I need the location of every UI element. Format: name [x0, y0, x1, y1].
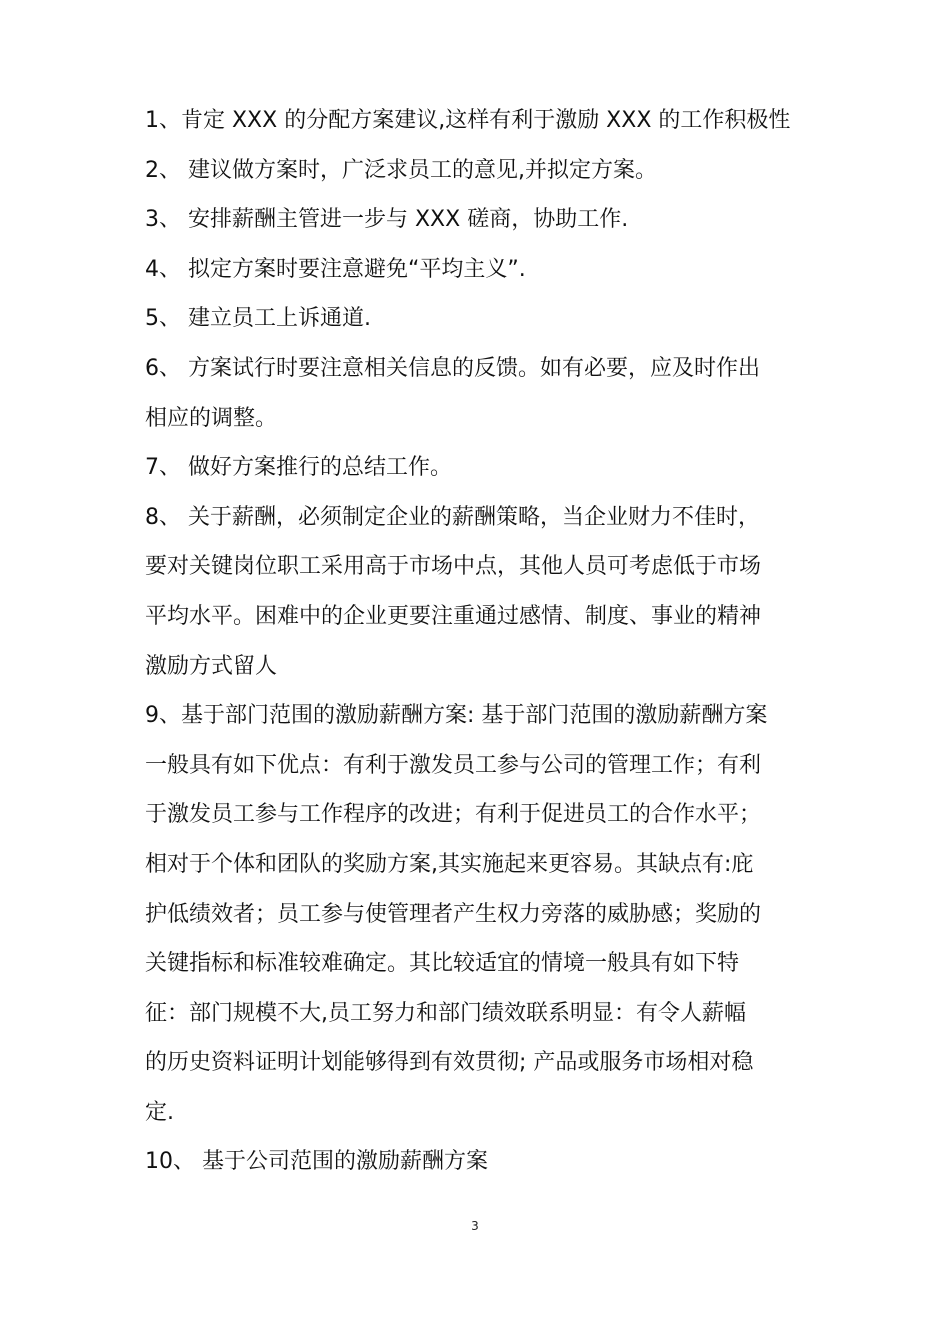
text-line: 2、 建议做方案时，广泛求员工的意见,并拟定方案。	[145, 157, 657, 183]
text-line: 10、 基于公司范围的激励薪酬方案	[145, 1149, 488, 1175]
text-line: 关键指标和标准较难确定。其比较适宜的情境一般具有如下特	[145, 951, 740, 977]
text-line: 平均水平。困难中的企业更要注重通过感情、制度、事业的精神	[145, 603, 762, 629]
text-line: 的历史资料证明计划能够得到有效贯彻; 产品或服务市场相对稳	[145, 1050, 754, 1076]
text-line: 于激发员工参与工作程序的改进；有利于促进员工的合作水平；	[145, 802, 762, 828]
text-line: 3、 安排薪酬主管进一步与 XXX 磋商，协助工作.	[145, 207, 629, 233]
text-line: 相对于个体和团队的奖励方案,其实施起来更容易。其缺点有:庇	[145, 851, 754, 877]
page-number: 3	[471, 1219, 479, 1233]
text-line: 1、肯定 XXX 的分配方案建议,这样有利于激励 XXX 的工作积极性	[145, 108, 791, 133]
text-line: 要对关键岗位职工采用高于市场中点，其他人员可考虑低于市场	[145, 554, 762, 580]
text-line: 8、 关于薪酬，必须制定企业的薪酬策略，当企业财力不佳时，	[145, 504, 760, 530]
text-line: 相应的调整。	[145, 405, 278, 431]
text-line: 7、 做好方案推行的总结工作。	[145, 455, 452, 481]
document-body	[145, 96, 817, 1187]
text-line: 护低绩效者；员工参与使管理者产生权力旁落的威胁感；奖励的	[145, 901, 762, 927]
text-line: 9、基于部门范围的激励薪酬方案: 基于部门范围的激励薪酬方案	[145, 703, 768, 729]
text-line: 6、 方案试行时要注意相关信息的反馈。如有必要，应及时作出	[145, 355, 760, 381]
text-line: 一般具有如下优点：有利于激发员工参与公司的管理工作；有利	[145, 752, 762, 778]
text-line: 4、 拟定方案时要注意避免“平均主义”.	[145, 256, 526, 282]
text-line: 5、 建立员工上诉通道.	[145, 306, 371, 332]
text-line: 征：部门规模不大,员工努力和部门绩效联系明显：有令人薪幅	[145, 1000, 746, 1026]
text-line: 激励方式留人	[145, 653, 278, 679]
text-line: 定.	[145, 1099, 174, 1125]
